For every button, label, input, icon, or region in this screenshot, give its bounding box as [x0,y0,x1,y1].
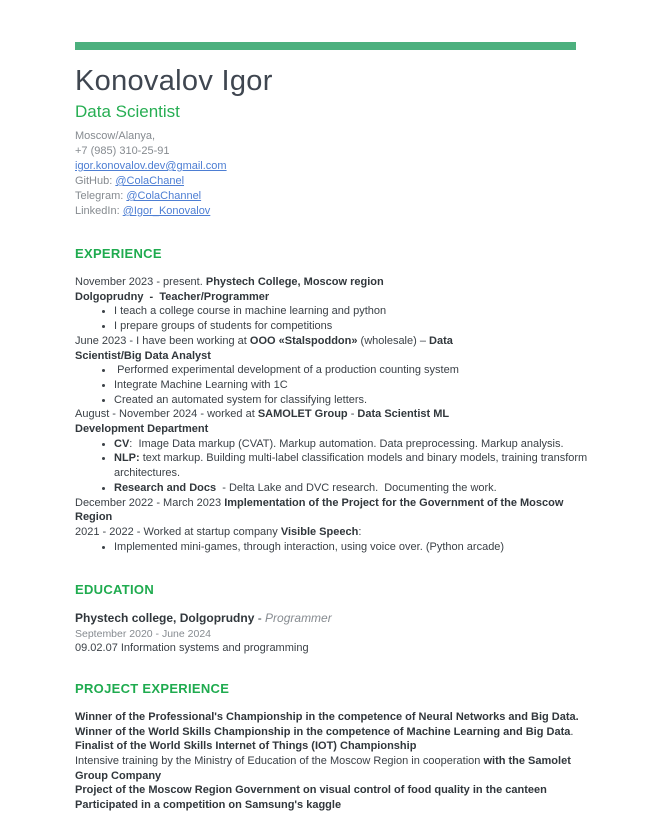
experience-entry [75,407,620,495]
project-line: Project of the Moscow Region Government on visual control of food quality in the canteen [75,784,547,797]
education-school-line: Phystech college, Dolgoprudny - Programmer [75,611,332,626]
experience-bullet: • CV: Image Data markup (CVAT). Markup automation. Data preprocessing. Markup analysis. [114,437,620,452]
github-link[interactable]: @ColaChanel [115,175,185,187]
experience-entry-bullets [75,540,620,555]
project-experience-heading: PROJECT EXPERIENCE [75,680,230,696]
experience-bullet: • Created an automated system for classifying letters. [114,393,620,408]
experience-bullet: • Research and Docs - Delta Lake and DVC research. Documenting the work. [114,481,620,496]
project-line: Finalist of the World Skills Internet of Things (IOT) Championship [75,740,417,753]
experience-heading: EXPERIENCE [75,246,162,261]
experience-entry [75,275,620,334]
experience-bullet: • I teach a college course in machine learning and python [114,304,620,319]
location-line: Moscow/Alanya, [75,130,156,142]
education-section [75,582,620,656]
experience-section [75,246,620,554]
education-heading: EDUCATION [75,582,155,598]
experience-entry-intro: August - November 2024 - worked at SAMOLET Group - Data Scientist ML Development Department [75,408,450,436]
contact-block [75,129,620,219]
experience-bullet: • Implemented mini-games, through interaction, using voice over. (Python arcade) [114,540,620,555]
linkedin-line: LinkedIn: @Igor_Konovalov [75,205,211,217]
experience-entry [75,496,620,525]
github-line: GitHub: @ColaChanel [75,175,185,187]
experience-entry-intro: 2021 - 2022 - Worked at startup company Visible Speech: [75,525,362,538]
accent-bar [75,42,576,50]
experience-entry-bullets [75,363,620,407]
telegram-link[interactable]: @ColaChannel [126,190,202,202]
experience-entry-intro: November 2023 - present. Phystech College, Moscow region Dolgoprudny - Teacher/Programmer [75,276,384,303]
email-line [75,159,620,174]
experience-bullet: • NLP: text markup. Building multi-label classification models and binary models, training transform architectures. [114,451,620,480]
project-line: Winner of the Professional's Championship in the competence of Neural Networks and Big Data. [75,710,579,723]
experience-entry-bullets [75,304,620,333]
experience-bullet: • Performed experimental development of a production counting system [114,363,620,378]
education-dates-line: September 2020 - June 2024 [75,627,212,640]
project-line: Winner of the World Skills Championship in the competence of Machine Learning and Big Data. [75,725,574,738]
experience-bullet: • I prepare groups of students for competitions [114,319,620,334]
experience-entry-bullets [75,437,620,496]
experience-bullet: • Integrate Machine Learning with 1C [114,378,620,393]
project-experience-section [75,681,620,813]
project-line: Intensive training by the Ministry of Education of the Moscow Region in cooperation with the Samolet Group Company [75,754,571,782]
experience-entry-intro: June 2023 - I have been working at OOO «Stalspoddon» (wholesale) – Data Scientist/Big Data Analyst [75,334,453,362]
person-name: Konovalov Igor [75,65,273,97]
linkedin-link[interactable]: @Igor_Konovalov [122,205,211,217]
project-line: Participated in a competition on Samsung's kaggle [75,799,342,812]
job-title: Data Scientist [75,102,180,121]
phone-line: +7 (985) 310-25-91 [75,145,170,157]
telegram-line: Telegram: @ColaChannel [75,190,202,202]
experience-entry [75,525,620,554]
email-link[interactable]: igor.konovalov.dev@gmail.com [75,160,227,172]
experience-entry [75,334,620,408]
experience-entry-intro: December 2022 - March 2023 Implementation of the Project for the Government of the Moscow Region [75,496,564,524]
education-program-line: 09.02.07 Information systems and programming [75,641,309,654]
